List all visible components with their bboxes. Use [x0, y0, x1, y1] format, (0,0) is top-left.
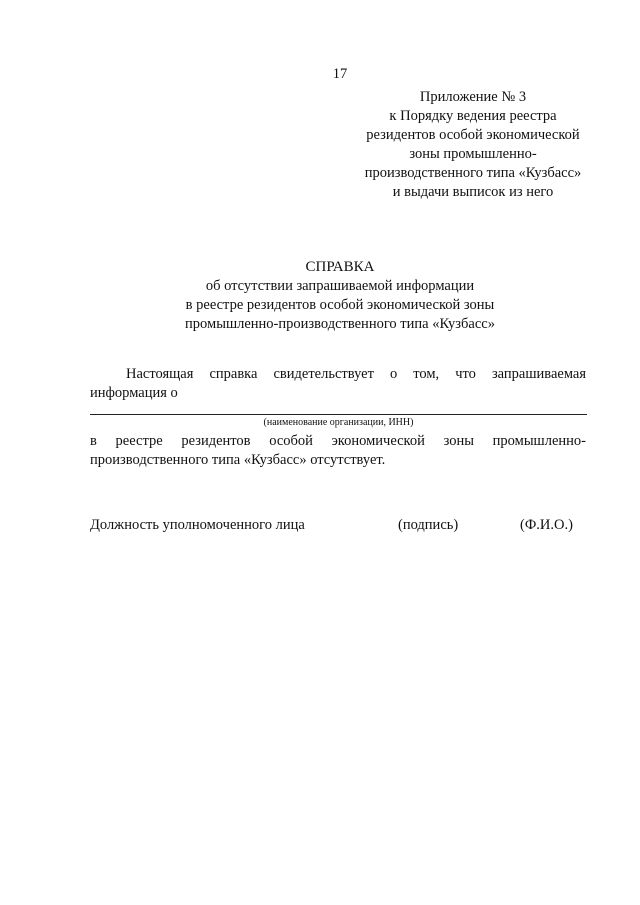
organization-field-caption: (наименование организации, ИНН) — [263, 417, 414, 428]
page-number: 17 — [332, 66, 348, 82]
annex-line: Приложение № 3 — [419, 89, 527, 105]
document-heading — [0, 258, 640, 334]
paragraph-line: Настоящая справка свидетельствует о том, что запрашиваемая — [126, 366, 586, 382]
paragraph-absence — [90, 432, 586, 470]
annex-block — [350, 88, 596, 202]
paragraph-line: производственного типа «Кузбасс» отсутствует. — [90, 452, 386, 468]
annex-line: и выдачи выписок из него — [392, 184, 554, 200]
document-subtitle-line: промышленно-производственного типа «Кузбасс» — [185, 316, 495, 332]
document-subtitle-line: в реестре резидентов особой экономической зоны — [185, 297, 495, 313]
paragraph-line: информация о — [90, 385, 178, 401]
annex-line: зоны промышленно- — [409, 146, 537, 162]
paragraph-line: в реестре резидентов особой экономической зоны промышленно- — [90, 433, 586, 449]
document-title: СПРАВКА — [305, 259, 375, 275]
annex-line: производственного типа «Кузбасс» — [364, 165, 582, 181]
signature-position-label: Должность уполномоченного лица — [90, 517, 305, 533]
annex-line: резидентов особой экономической — [366, 127, 580, 143]
annex-line: к Порядку ведения реестра — [389, 108, 557, 124]
signature-name-label: (Ф.И.О.) — [520, 517, 573, 533]
signature-row — [90, 517, 590, 537]
organization-fill-line — [90, 414, 587, 415]
paragraph-statement — [90, 365, 586, 403]
signature-sign-label: (подпись) — [398, 517, 459, 533]
document-subtitle-line: об отсутствии запрашиваемой информации — [205, 278, 475, 294]
